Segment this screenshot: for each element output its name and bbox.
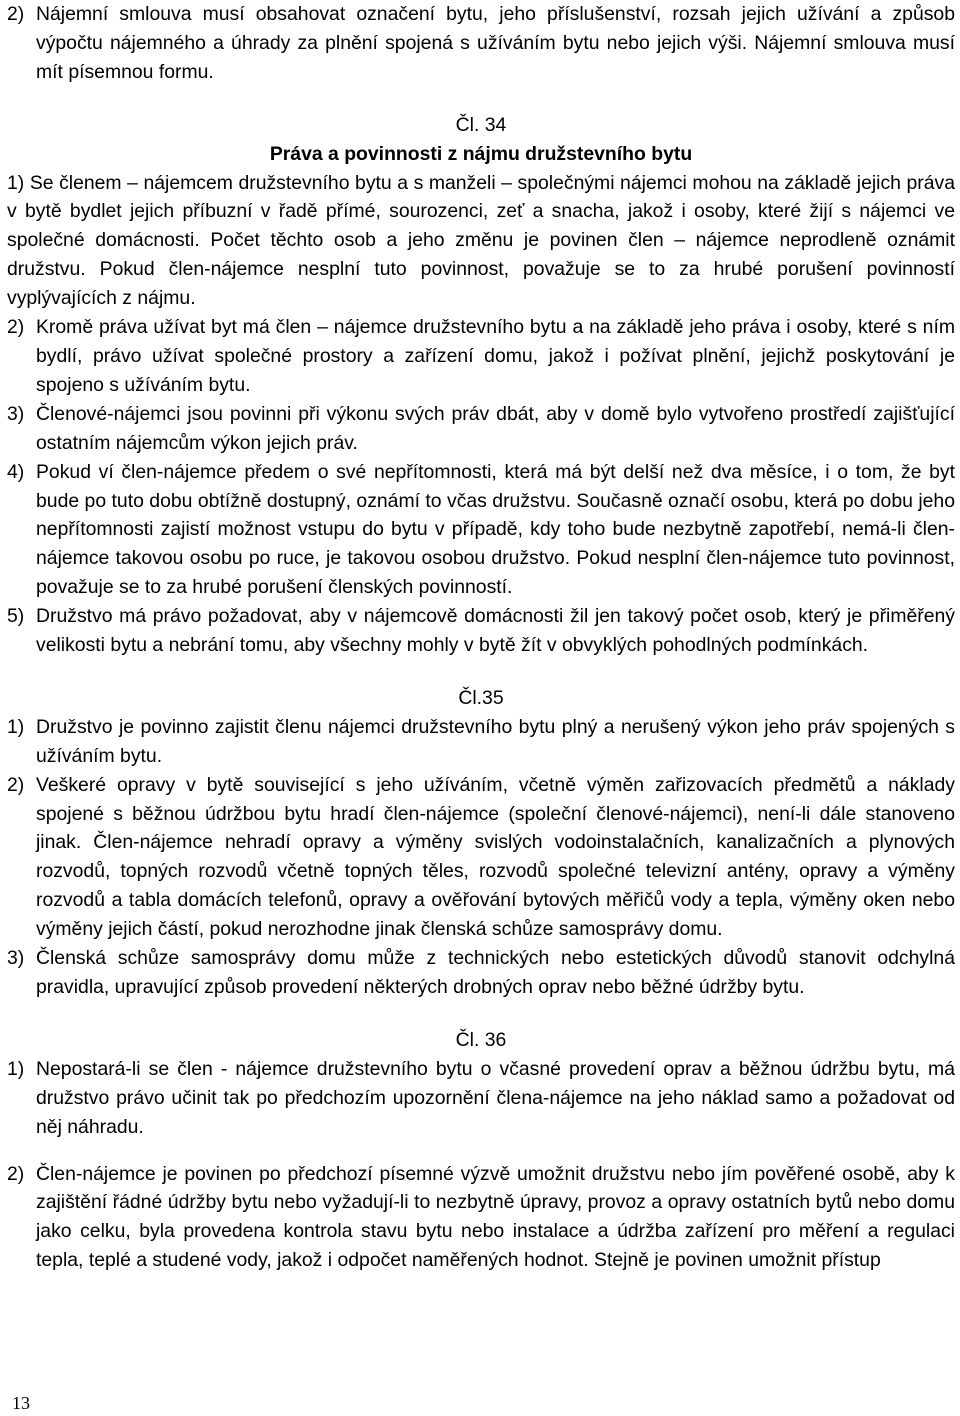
item-text: Nepostará-li se člen - nájemce družstevního bytu o včasné provedení oprav a běžnou údržbu bytu, má družstvo právo učinit tak po předchozím upozornění člena-nájemce na jeho náklad samo a požadovat od něj náhradu. (36, 1057, 955, 1138)
item-number: 1) (7, 715, 25, 738)
page-number: 13 (12, 1393, 30, 1413)
item-number: 1) (7, 171, 25, 194)
article-35-item-2 (7, 771, 955, 944)
item-text: Členská schůze samosprávy domu může z technických nebo estetických důvodů stanovit odchylná pravidla, upravující způsob provedení některých drobných oprav nebo běžné údržby bytu. (36, 947, 955, 998)
item-number: 2) (7, 316, 25, 339)
article-35-item-3 (7, 944, 955, 1002)
item-text: Členové-nájemci jsou povinni při výkonu svých práv dbát, aby v domě bylo vytvořeno prostředí zajišťující ostatním nájemcům výkon jejich práv. (36, 402, 955, 454)
item-number: 4) (7, 460, 25, 483)
article-35-number: Čl.35 (458, 686, 504, 709)
article-34-item-3 (7, 400, 955, 458)
article-34-number: Čl. 34 (455, 113, 507, 136)
item-text: Kromě práva užívat byt má člen – nájemce družstevního bytu a na základě jeho práva i osoby, které s ním bydlí, právo užívat společné prostory a zařízení domu, jakož i požívat plnění, jejichž poskytování je spojeno s užíváním bytu. (36, 316, 955, 396)
item-number: 2) (7, 773, 25, 796)
article-36-item-2 (7, 1160, 955, 1276)
item-text: Družstvo má právo požadovat, aby v nájemcově domácnosti žil jen takový počet osob, který je přiměřený velikosti bytu a nebrání tomu, aby všechny mohly v bytě žít v obvyklých pohodlných podmínkách. (36, 605, 955, 657)
intro-item (7, 0, 955, 87)
item-text: Se členem – nájemcem družstevního bytu a s manželi – společnými nájemci mohou na základě jejich práva v bytě bydlet jejich příbuzní v řadě přímé, sourozenci, zeť a snacha, jakož i osoby, které žijí s nájemci ve společné domácnosti. Počet těchto osob a jeho změnu je povinen člen – nájemce neprodleně oznámit družstvu. Pokud člen-nájemce nesplní tuto povinnost, považuje se to za hrubé porušení povinností vyplývajících z nájmu. (7, 171, 955, 310)
article-36-item-1 (7, 1055, 955, 1142)
item-text: Družstvo je povinno zajistit členu nájemci družstevního bytu plný a nerušený výkon jeho práv spojených s užíváním bytu. (36, 715, 955, 767)
item-number: 3) (7, 402, 25, 425)
item-text: Veškeré opravy v bytě související s jeho užíváním, včetně výměn zařizovacích předmětů a náklady spojené s běžnou údržbou bytu hradí člen-nájemce (společní členové-nájemci), není-li dále stanoveno jinak. Člen-nájemce nehradí opravy a výměny svislých vodoinstalačních, kanalizačních a plynových rozvodů, topných rozvodů včetně topných těles, rozvodů společné televizní antény, opravy a výměny rozvodů a tabla domácích telefonů, opravy a ověřování bytových měřičů vody a tepla, výměny oken nebo výměny jejich částí, pokud nerozhodne jinak členská schůze samosprávy domu. (36, 773, 955, 941)
article-34-title: Práva a povinnosti z nájmu družstevního bytu (269, 142, 693, 165)
article-36-number: Čl. 36 (455, 1028, 507, 1051)
item-text: Pokud ví člen-nájemce předem o své nepřítomnosti, která má být delší než dva měsíce, i o tom, že byt bude po tuto dobu obtížně dostupný, oznámí to včas družstvu. Současně označí osobu, která po dobu jeho nepřítomnosti zajistí možnost vstupu do bytu v případě, kdy toho bude nezbytně zapotřebí, nemá-li člen-nájemce takovou osobu po ruce, je takovou osobou družstvo. Pokud nesplní člen-nájemce tuto povinnost, považuje se to za hrubé porušení členských povinností. (36, 460, 955, 599)
item-number: 2) (7, 3, 25, 25)
item-number: 2) (7, 1162, 25, 1185)
item-number: 3) (7, 947, 25, 970)
article-34-item-4 (7, 458, 955, 603)
article-34-item-2 (7, 313, 955, 400)
article-34-item-5 (7, 602, 955, 660)
article-35-item-1 (7, 713, 955, 771)
document-body (7, 0, 955, 1275)
article-34-item-1 (7, 169, 955, 314)
item-text: Nájemní smlouva musí obsahovat označení bytu, jeho příslušenství, rozsah jejich užívání a způsob výpočtu nájemného a úhrady za plnění spojená s užíváním bytu nebo jejich výši. Nájemní smlouva musí mít písemnou formu. (36, 3, 955, 83)
item-number: 1) (7, 1057, 25, 1080)
item-text: Člen-nájemce je povinen po předchozí písemné výzvě umožnit družstvu nebo jím pověřené osobě, aby k zajištění řádné údržby bytu nebo vyžadují-li to nezbytně úpravy, provoz a opravy ostatních bytů nebo domu jako celku, byla provedena kontrola stavu bytu nebo instalace a údržba zařízení pro měření a regulaci tepla, teplé a studené vody, jakož i odpočet naměřených hodnot. Stejně je povinen umožnit přístup (36, 1162, 955, 1272)
item-number: 5) (7, 605, 25, 628)
